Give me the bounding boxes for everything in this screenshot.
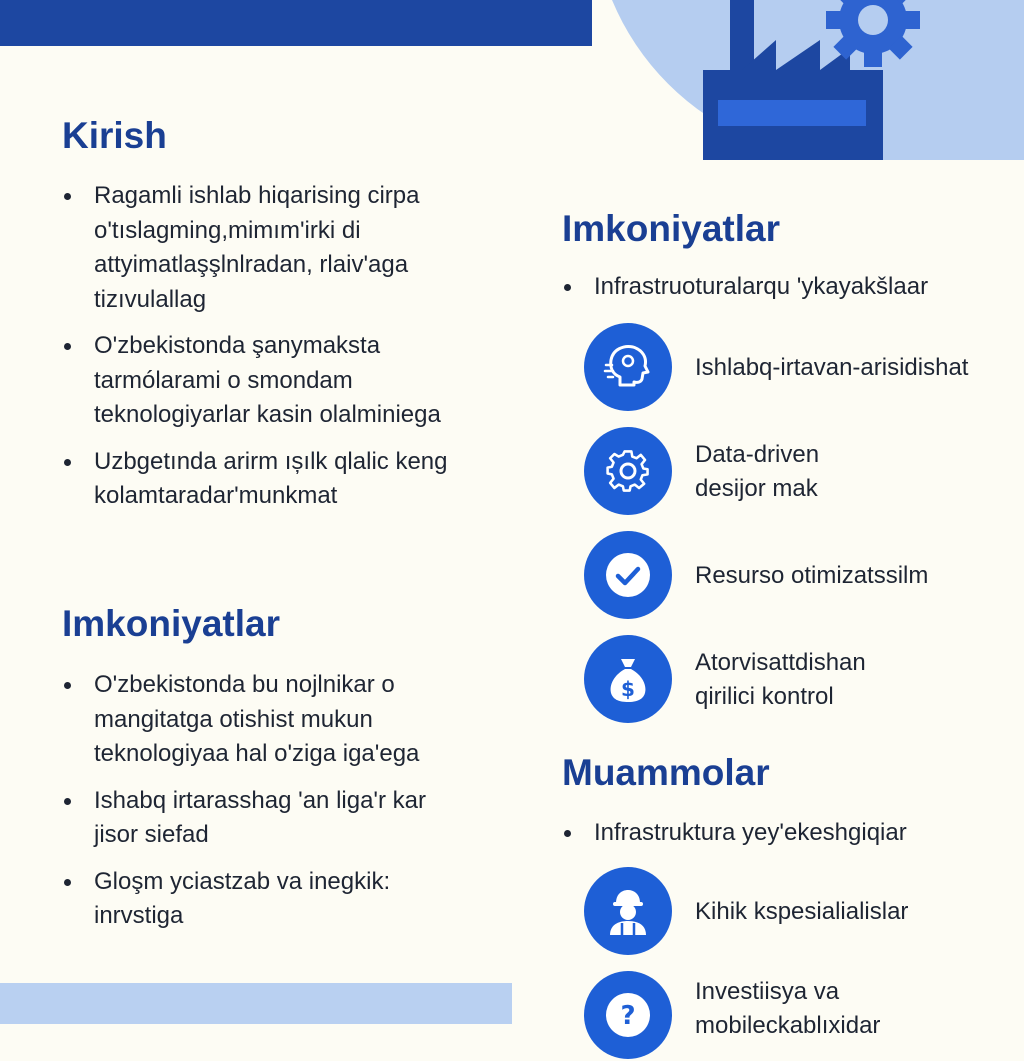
problems-bullet-list — [562, 816, 1002, 851]
intro-heading: Kirish — [62, 115, 167, 156]
intro-bullet-1: Ragamli ishlab hiqarising cirpa o'tıslagming,mimım'irki di attyimatlaşşlnlradan, rlaiv'aga tizıvulallag — [62, 179, 462, 317]
feature-data-driven — [584, 427, 1014, 517]
question-icon — [584, 971, 672, 1059]
feature-resource-optimization — [584, 531, 1014, 621]
intro-bullet-3: Uzbgetında arirm ıșılk qlalic keng kolamtaradar'munkmat — [62, 445, 462, 514]
bottom-band — [0, 983, 512, 1024]
right-opportunities-heading: Imkoniyatlar — [562, 208, 780, 249]
svg-text:?: ? — [620, 1001, 636, 1031]
ai-head-icon — [584, 323, 672, 411]
money-bag-icon — [584, 635, 672, 723]
problems-bullet-1: Infrastruktura yey'ekeshgiqiar — [562, 816, 1002, 851]
right-opportunities-bullet-list — [562, 270, 1002, 305]
left-opportunities-bullet-2: Ishabq irtarasshag 'an liga'r kar jisor siefad — [62, 784, 462, 853]
intro-bullet-2: O'zbekistonda şanymaksta tarmólarami o smondam teknologiyarlar kasin olalminiega — [62, 329, 462, 433]
feature-label: Ishlabq-irtavan-arisidishat — [695, 354, 969, 381]
feature-label: Resurso otimizatssilm — [695, 562, 929, 589]
factory-gear-illustration — [690, 0, 930, 165]
feature-ai-production — [584, 323, 1014, 413]
top-header-bar — [0, 0, 592, 46]
feature-label: Atorvisattdishan qirilici kontrol — [695, 649, 866, 710]
feature-investment — [584, 971, 1014, 1061]
gear-icon — [584, 427, 672, 515]
left-opportunities-bullet-3: Gloşm yciastzab va inegkik: inrvstiga — [62, 865, 462, 934]
feature-label: Investiisya va mobileckablıxidar — [695, 978, 881, 1039]
feature-specialists — [584, 867, 1014, 957]
left-opportunities-bullet-list — [62, 668, 462, 934]
feature-label: Data-driven desijor mak — [695, 441, 820, 502]
svg-text:$: $ — [621, 677, 635, 701]
right-opportunities-bullet-1: Infrastruoturalarqu 'ykayakšlaar — [562, 270, 1002, 305]
intro-bullet-list — [62, 179, 462, 514]
problems-heading: Muammolar — [562, 752, 770, 793]
checkmark-icon — [584, 531, 672, 619]
worker-icon — [584, 867, 672, 955]
feature-label: Kihik kspesialialislar — [695, 898, 909, 925]
feature-automated-control — [584, 635, 1014, 725]
left-opportunities-bullet-1: O'zbekistonda bu nojlnikar o mangitatga otishist mukun teknologiyaa hal o'ziga iga'ega — [62, 668, 462, 772]
left-opportunities-heading: Imkoniyatlar — [62, 603, 280, 644]
